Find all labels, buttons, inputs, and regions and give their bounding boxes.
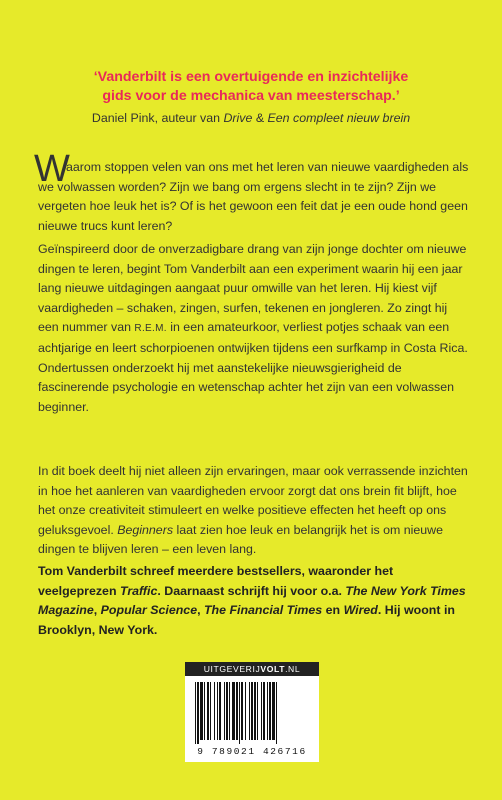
barcode-bar bbox=[236, 682, 238, 740]
barcode-bar bbox=[261, 682, 262, 740]
review-quote bbox=[30, 68, 472, 106]
barcode-bar bbox=[210, 682, 211, 740]
barcode-bar bbox=[257, 682, 258, 740]
p3-text-after: laat zien hoe leuk en belangrijk het is om nieuwe dingen te blijven leren – een leven lang. bbox=[38, 522, 444, 557]
barcode-bar bbox=[276, 682, 277, 744]
barcode-bar bbox=[245, 682, 246, 740]
attribution-book-brein: Een compleet nieuw brein bbox=[267, 111, 411, 125]
barcode-box bbox=[185, 662, 319, 762]
isbn-number: 9 789021 426716 bbox=[197, 746, 307, 757]
barcode-bar bbox=[229, 682, 230, 740]
barcode-bar bbox=[226, 682, 228, 740]
bio-wired: Wired bbox=[343, 603, 378, 618]
paragraph-experiment bbox=[38, 240, 470, 417]
barcode-bar bbox=[239, 682, 240, 744]
bio-text-f: . Hij woont in Brooklyn, New York. bbox=[38, 603, 455, 637]
p2-text-after: in een amateurkoor, verliest potjes schaak van een achtjarige en leert schorpioenen ontwijken tijdens een surfkamp in Costa Rica. Ondertussen onderzoekt hij met aanstekelijke nieuwsgierigheid de fascinerende psychologie en wetenschap achter het zijn van een volwassen beginner. bbox=[38, 320, 468, 414]
barcode-bar bbox=[241, 682, 243, 740]
p3-text-before: In dit boek deelt hij niet alleen zijn ervaringen, maar ook verrassende inzichten in hoe het aanleren van vaardigheden ervoor zorgt dat ons brein fit blijft, hoe het onze creativiteit stimuleert en welke positieve effecten het heeft op ons geluksgevoel. bbox=[38, 464, 468, 537]
bio-text-e: en bbox=[322, 603, 344, 618]
barcode-bar bbox=[200, 682, 203, 740]
bio-book-traffic: Traffic bbox=[119, 583, 158, 598]
paragraph-author-bio bbox=[38, 562, 470, 640]
barcode-bar bbox=[204, 682, 205, 740]
p3-book-title: Beginners bbox=[117, 522, 174, 537]
barcode-bar bbox=[214, 682, 215, 740]
publisher-bold: VOLT bbox=[260, 664, 286, 674]
barcode-bar bbox=[219, 682, 221, 740]
publisher-prefix: UITGEVERIJ bbox=[203, 664, 261, 674]
barcode-bar bbox=[263, 682, 265, 740]
attribution-amp: & bbox=[252, 111, 268, 125]
barcode-bar bbox=[207, 682, 209, 740]
barcode-bar bbox=[254, 682, 256, 740]
bio-popular-science: Popular Science bbox=[100, 603, 198, 618]
publisher-suffix: .NL bbox=[285, 664, 301, 674]
barcode-bar bbox=[251, 682, 253, 740]
p2-text-before: Geïnspireerd door de onverzadigbare drang van zijn jonge dochter om nieuwe dingen te leren, begint Tom Vanderbilt aan een experiment waarin hij een jaar lang nieuwe uitdagingen aangaat puur omwille van het leren. Hij kiest vijf vaardigheden – schaken, zingen, surfen, tekenen en jongleren. Zo zingt hij een nummer van bbox=[38, 242, 467, 335]
review-quote-line-1: ‘Vanderbilt is een overtuigende en inzichtelijke bbox=[93, 69, 409, 85]
review-quote-line-2: gids voor de mechanica van meesterschap.’ bbox=[102, 88, 400, 104]
publisher-label bbox=[185, 662, 319, 676]
barcode-bar bbox=[267, 682, 268, 740]
barcode-bar bbox=[217, 682, 218, 740]
paragraph-insights bbox=[38, 462, 470, 560]
attribution-prefix: Daniel Pink, auteur van bbox=[91, 111, 224, 125]
barcode-bar bbox=[195, 682, 196, 744]
barcode-bar bbox=[269, 682, 271, 740]
bio-text-d: , bbox=[197, 603, 204, 618]
barcode-bar bbox=[197, 682, 199, 744]
bio-financial-times: The Financial Times bbox=[203, 603, 323, 618]
drop-cap: W bbox=[34, 148, 70, 190]
attribution-book-drive: Drive bbox=[223, 111, 253, 125]
quote-attribution bbox=[30, 110, 472, 126]
barcode-bar bbox=[272, 682, 275, 740]
bio-text-c: , bbox=[93, 603, 101, 618]
barcode-bar bbox=[232, 682, 235, 740]
bio-text-b: . Daarnaast schrijft hij voor o.a. bbox=[157, 583, 346, 598]
barcode-bar bbox=[249, 682, 250, 740]
barcode-icon bbox=[193, 682, 311, 744]
paragraph-intro: aarom stoppen velen van ons met het leren van nieuwe vaardigheden als we volwassen worden? Zijn we bang om ergens slecht in te zijn? Zijn we vergeten hoe leuk het is? Of is het gewoon een feit dat je een oude hond geen nieuwe trucs kunt leren? bbox=[38, 160, 469, 233]
bio-nyt-magazine: The New York Times Magazine bbox=[38, 583, 466, 618]
p2-band-name: R.E.M. bbox=[134, 323, 167, 335]
bio-text-a: Tom Vanderbilt schreef meerdere bestsellers, waaronder het veelgeprezen bbox=[38, 564, 394, 598]
barcode-bar bbox=[224, 682, 225, 740]
